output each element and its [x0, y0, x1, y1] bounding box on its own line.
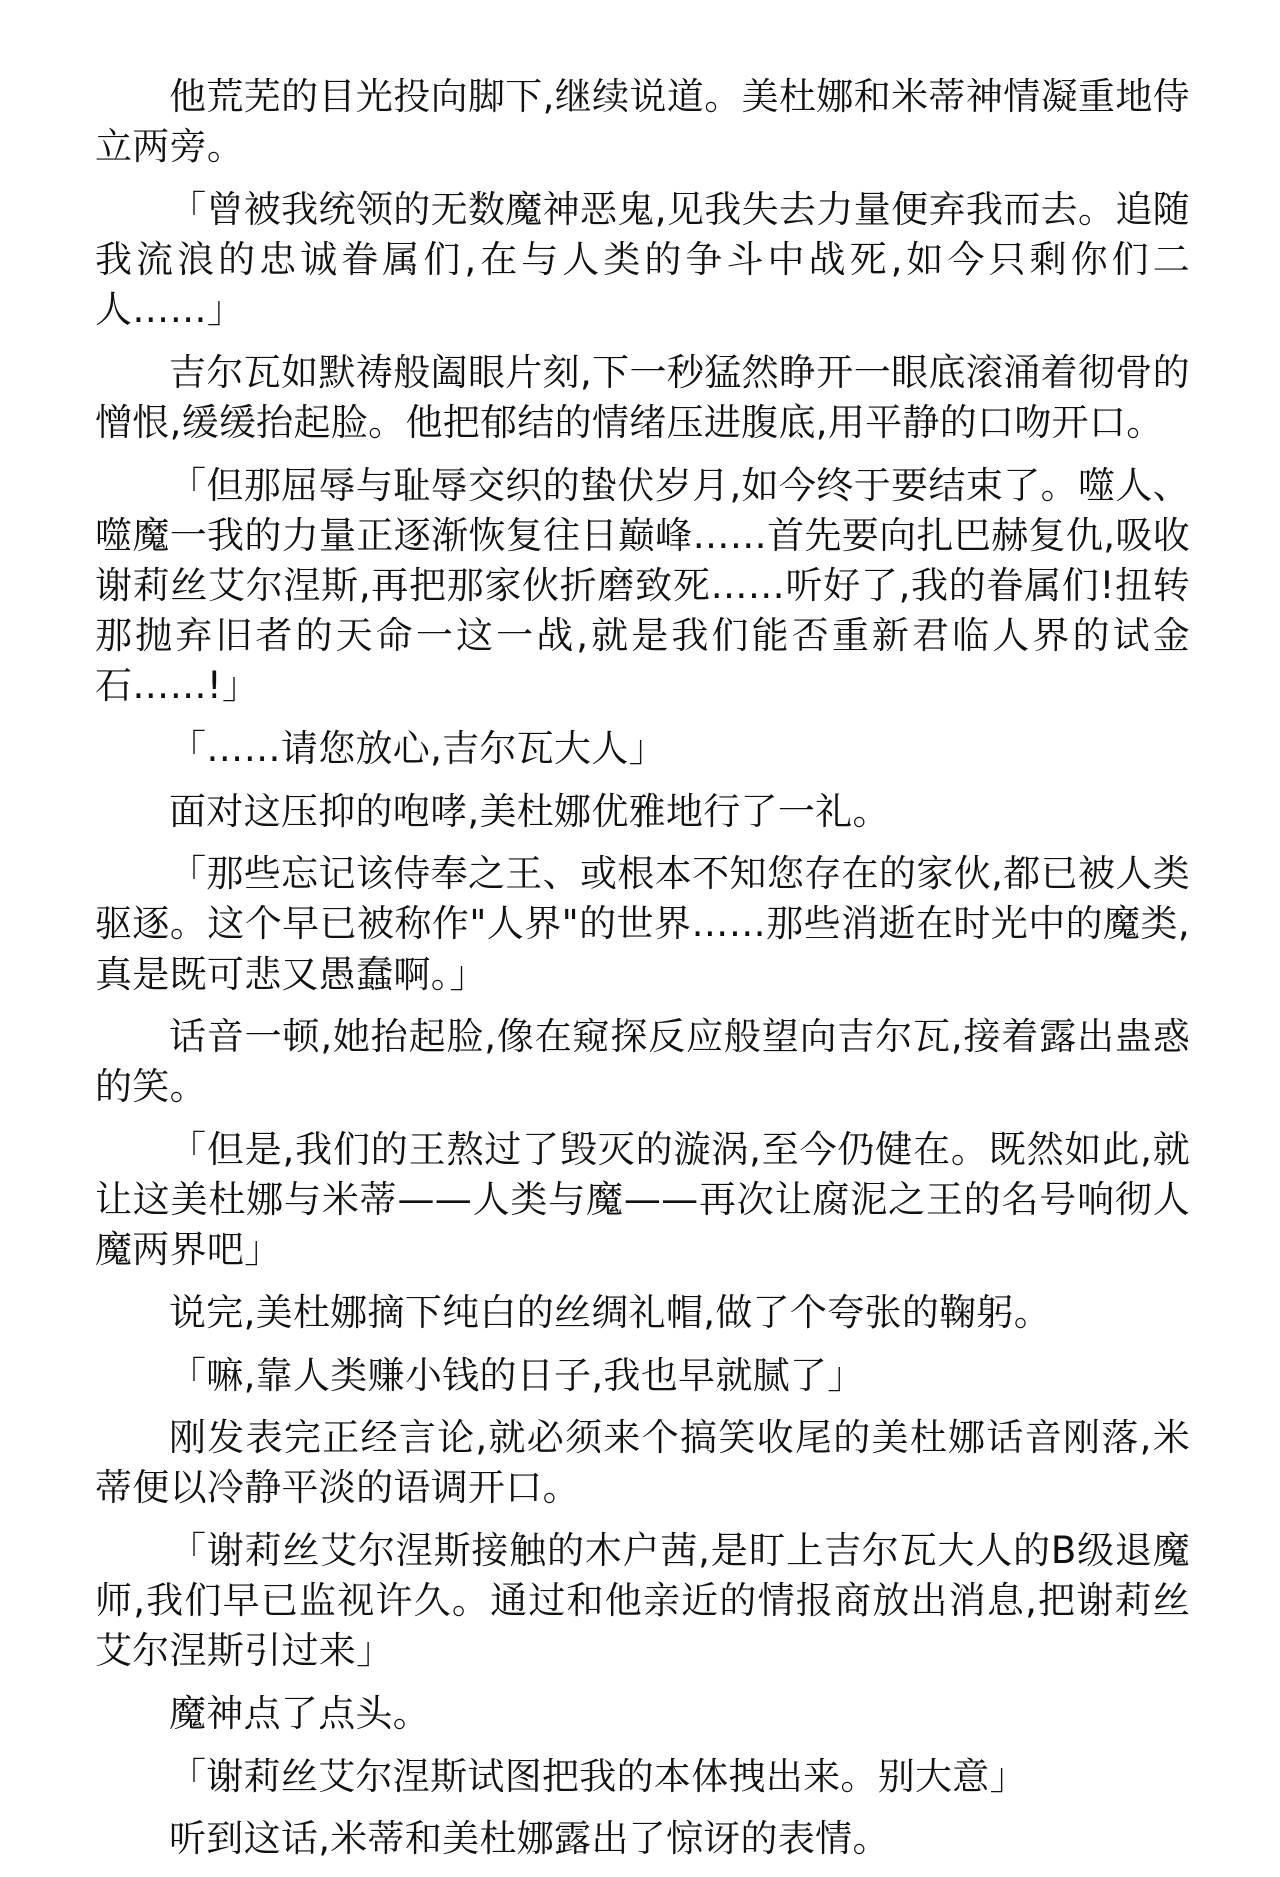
paragraph-16: 听到这话,米蒂和美杜娜露出了惊讶的表情。: [169, 1817, 890, 1861]
paragraph-4: 「但那屈辱与耻辱交织的蛰伏岁月,如今终于要结束了。噬人、噬魔一我的力量正逐渐恢复往日巅峰……首先要向扎巴赫复仇,吸收谢莉丝艾尔涅斯,再把那家伙折磨致死……听好了,我的眷属们!扭转那抛弃旧者的天命一这一战,就是我们能否重新君临人界的试金石……!」: [95, 463, 1190, 708]
paragraph-12: 刚发表完正经言论,就必须来个搞笑收尾的美杜娜话音刚落,米蒂便以冷静平淡的语调开口。: [95, 1416, 1190, 1510]
paragraph-13: 「谢莉丝艾尔涅斯接触的木户茜,是盯上吉尔瓦大人的B级退魔师,我们早已监视许久。通过和他亲近的情报商放出消息,把谢莉丝艾尔涅斯引过来」: [95, 1528, 1190, 1673]
paragraph-2: 「曾被我统领的无数魔神恶鬼,见我失去力量便弃我而去。追随我流浪的忠诚眷属们,在与人类的争斗中战死,如今只剩你们二人……」: [95, 187, 1190, 332]
paragraph-1: 他荒芜的目光投向脚下,继续说道。美杜娜和米蒂神情凝重地侍立两旁。: [95, 75, 1190, 169]
paragraph-14: 魔神点了点头。: [169, 1691, 431, 1735]
paragraph-3: 吉尔瓦如默祷般阖眼片刻,下一秒猛然睁开一眼底滚涌着彻骨的憎恨,缓缓抬起脸。他把郁结的情绪压进腹底,用平静的口吻开口。: [95, 350, 1190, 444]
paragraph-8: 话音一顿,她抬起脸,像在窥探反应般望向吉尔瓦,接着露出蛊惑的笑。: [95, 1015, 1190, 1109]
paragraph-10: 说完,美杜娜摘下纯白的丝绸礼帽,做了个夸张的鞠躬。: [169, 1290, 1052, 1334]
paragraph-11: 「嘛,靠人类赚小钱的日子,我也早就腻了」: [169, 1353, 865, 1397]
paragraph-9: 「但是,我们的王熬过了毁灭的漩涡,至今仍健在。既然如此,就让这美杜娜与米蒂——人类与魔——再次让腐泥之王的名号响彻人魔两界吧」: [95, 1127, 1190, 1272]
paragraph-15: 「谢莉丝艾尔涅斯试图把我的本体拽出来。别大意」: [169, 1754, 1027, 1798]
paragraph-7: 「那些忘记该侍奉之王、或根本不知您存在的家伙,都已被人类驱逐。这个早已被称作"人界"的世界……那些消逝在时光中的魔类,真是既可悲又愚蠢啊。」: [95, 852, 1190, 996]
paragraph-6: 面对这压抑的咆哮,美杜娜优雅地行了一礼。: [169, 789, 890, 833]
document-page: [95, 72, 1190, 1877]
paragraph-5: 「……请您放心,吉尔瓦大人」: [169, 727, 666, 770]
